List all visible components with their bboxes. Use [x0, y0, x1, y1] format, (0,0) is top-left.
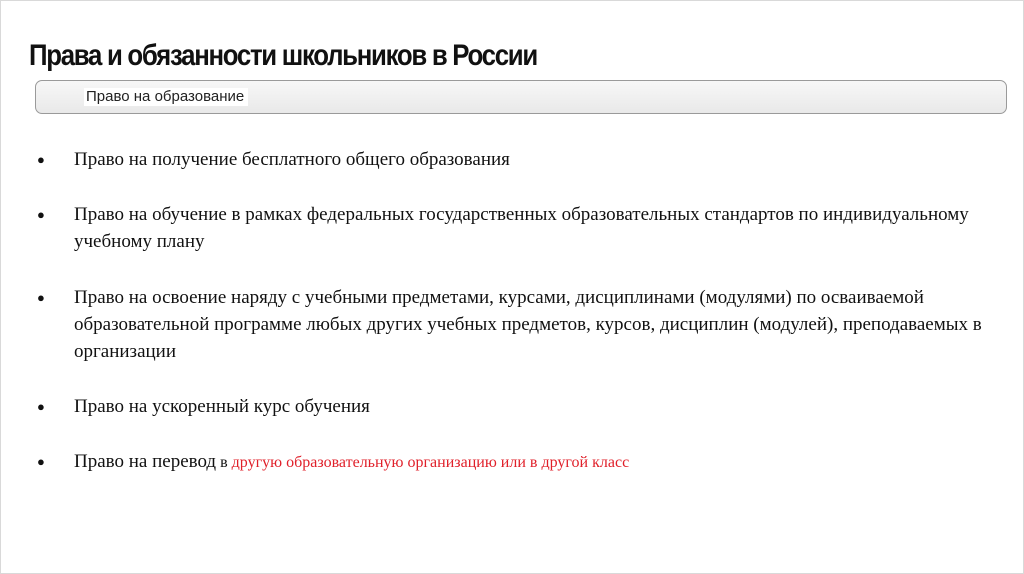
- list-item-text: Право на получение бесплатного общего образования: [74, 149, 510, 170]
- list-item: [37, 448, 987, 476]
- subtitle-text: Право на образование: [84, 88, 248, 106]
- bullet-icon: ●: [37, 454, 45, 469]
- bullet-icon: ●: [37, 152, 45, 167]
- subtitle-bar: [35, 80, 1007, 114]
- list-item-text: Право на ускоренный курс обучения: [74, 396, 370, 417]
- list-item: [37, 146, 987, 173]
- bullet-icon: ●: [37, 290, 45, 305]
- slide-title: Права и обязанности школьников в России: [29, 39, 537, 72]
- list-item: [37, 393, 987, 420]
- list-item: [37, 284, 987, 365]
- list-item: [37, 201, 987, 255]
- list-item-text: Право на обучение в рамках федеральных государственных образовательных стандартов по индивидуальному учебному плану: [74, 204, 969, 252]
- list-item-text-main: Право на перевод: [74, 451, 217, 472]
- bullet-icon: ●: [37, 207, 45, 222]
- list-item-text-highlight: другую образовательную организацию или в другой класс: [227, 454, 630, 471]
- list-item-text-preposition: в: [216, 454, 228, 471]
- bullet-icon: ●: [37, 399, 45, 414]
- list-item-text: [74, 448, 987, 476]
- list-item-text: Право на освоение наряду с учебными предметами, курсами, дисциплинами (модулями) по осваиваемой образовательной программе любых других учебных предметов, курсов, дисциплин (модулей), преподаваемых в организации: [74, 287, 982, 362]
